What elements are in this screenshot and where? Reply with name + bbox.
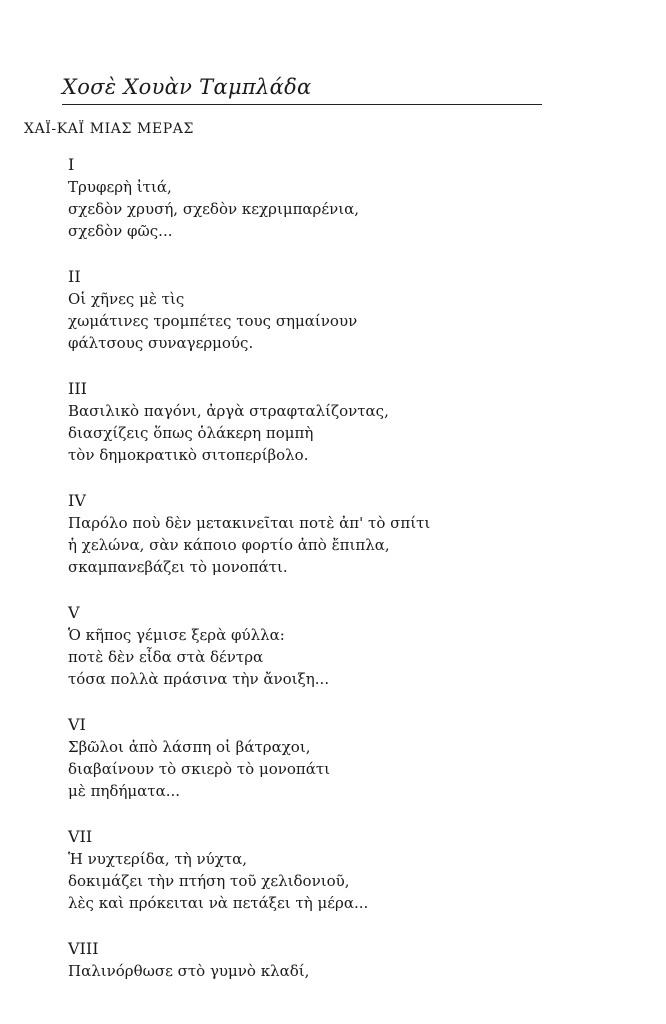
poem-line: τὸν δημοκρατικὸ σιτοπερίβολο. bbox=[68, 446, 309, 464]
stanza-1 bbox=[68, 154, 628, 242]
poem-line: διασχίζεις ὅπως ὁλάκερη πομπὴ bbox=[68, 424, 314, 442]
poem-line: φάλτσους συναγερμούς. bbox=[68, 334, 254, 352]
poem-line: σκαμπανεβάζει τὸ μονοπάτι. bbox=[68, 558, 288, 576]
poem-line: Παρόλο ποὺ δὲν μετακινεῖται ποτὲ ἀπ' τὸ σπίτι bbox=[68, 514, 431, 532]
stanza-7 bbox=[68, 826, 628, 914]
stanza-number: VI bbox=[68, 715, 86, 734]
poem-line: Παλινόρθωσε στὸ γυμνὸ κλαδί, bbox=[68, 962, 310, 980]
running-head bbox=[62, 74, 542, 105]
stanza-number: V bbox=[68, 603, 80, 622]
poem-line: χωμάτινες τρομπέτες τους σημαίνουν bbox=[68, 312, 358, 330]
poem-line: σχεδὸν χρυσή, σχεδὸν κεχριμπαρένια, bbox=[68, 200, 360, 218]
stanza-3 bbox=[68, 378, 628, 466]
poem-line: δοκιμάζει τὴν πτήση τοῦ χελιδονιοῦ, bbox=[68, 872, 350, 890]
stanza-number: II bbox=[68, 267, 81, 286]
poem-line: ἡ χελώνα, σὰν κάποιο φορτίο ἀπὸ ἔπιπλα, bbox=[68, 536, 390, 554]
stanza-2 bbox=[68, 266, 628, 354]
stanza-number: IV bbox=[68, 491, 86, 510]
stanza-5 bbox=[68, 602, 628, 690]
stanza-number: VIII bbox=[68, 939, 99, 958]
stanza-4 bbox=[68, 490, 628, 578]
poem-line: Ὁ κῆπος γέμισε ξερὰ φύλλα: bbox=[68, 626, 285, 644]
poem-body bbox=[68, 154, 628, 1006]
poem-title: ΧΑΪ-ΚΑΪ ΜΙΑΣ ΜΕΡΑΣ bbox=[24, 121, 194, 137]
poem-line: μὲ πηδήματα... bbox=[68, 782, 181, 800]
author-name: Χοσὲ Χουὰν Ταμπλάδα bbox=[62, 75, 312, 99]
poem-line: ποτὲ δὲν εἶδα στὰ δέντρα bbox=[68, 648, 264, 666]
poem-line: Σβῶλοι ἀπὸ λάσπη οἱ βάτραχοι, bbox=[68, 738, 311, 756]
stanza-number: VII bbox=[68, 827, 93, 846]
poem-line: διαβαίνουν τὸ σκιερὸ τὸ μονοπάτι bbox=[68, 760, 331, 778]
poem-line: Τρυφερὴ ἰτιά, bbox=[68, 178, 172, 196]
stanza-number: III bbox=[68, 379, 87, 398]
poem-line: λὲς καὶ πρόκειται νὰ πετάξει τὴ μέρα... bbox=[68, 894, 369, 912]
poem-line: σχεδὸν φῶς... bbox=[68, 222, 173, 240]
poem-line: Οἱ χῆνες μὲ τὶς bbox=[68, 290, 185, 308]
poem-line: Ἡ νυχτερίδα, τὴ νύχτα, bbox=[68, 850, 248, 868]
poem-line: Βασιλικὸ παγόνι, ἀργὰ στραφταλίζοντας, bbox=[68, 402, 389, 420]
stanza-8 bbox=[68, 938, 628, 982]
poem-line: τόσα πολλὰ πράσινα τὴν ἄνοιξη... bbox=[68, 670, 330, 688]
stanza-number: I bbox=[68, 155, 75, 174]
stanza-6 bbox=[68, 714, 628, 802]
